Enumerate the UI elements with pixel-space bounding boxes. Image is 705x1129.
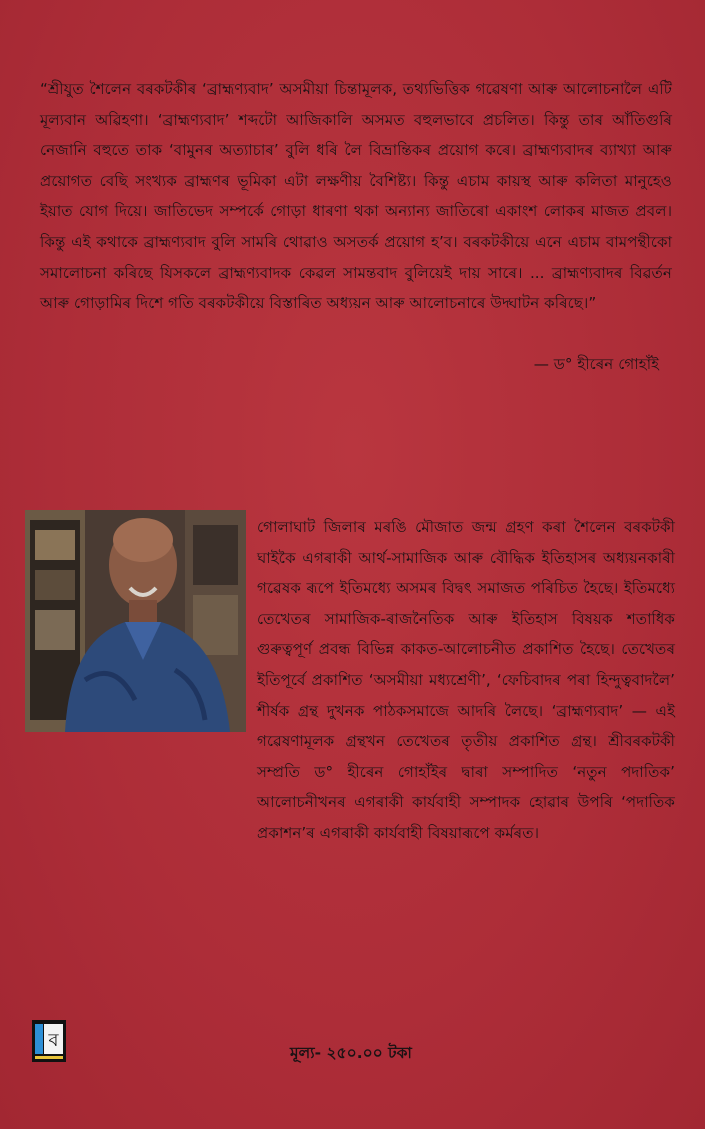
svg-text:ব: ব	[48, 1030, 59, 1051]
price-label: মূল্য- ২৫০.০০ টকা	[290, 1044, 412, 1062]
quote-attribution: — ড° হীৰেন গোহাঁই	[533, 355, 659, 373]
publisher-logo-icon	[32, 1020, 66, 1062]
quote-text: “শ্ৰীযুত শৈলেন বৰকটকীৰ ‘ব্ৰাহ্মণ্যবাদ’ অসমীয়া চিন্তামূলক, তথ্যভিত্তিক গৱেষণা আৰু আলোচনালৈ এটি মূল্যবান অৱিহণা। ‘ব্ৰাহ্মণ্যবাদ’ শব্দটো আজিকালি অসমত বহুলভাবে প্ৰচলিত। কিন্তু তাৰ আঁতিগুৰি নেজানি বহুতে তাক ‘বামুনৰ অত্যাচাৰ’ বুলি ধৰি লৈ বিভ্ৰান্তিকৰ প্ৰয়োগ কৰে। ব্ৰাহ্মণ্যবাদৰ ব্যাখ্যা আৰু প্ৰয়োগত বেছি সংখ্যক ব্ৰাহ্মণৰ ভূমিকা এটা লক্ষণীয় বৈশিষ্ট্য। কিন্তু এচাম কায়স্থ আৰু কলিতা মানুহেও ইয়াত যোগ দিয়ে। জাতিভেদ সম্পৰ্কে গোড়া ধাৰণা থকা অন্যান্য জাতিৰো একাংশ লোকৰ মাজত প্ৰবল। কিন্তু এই কথাকে ব্ৰাহ্মণ্যবাদ বুলি সামৰি থোৱাও অসতৰ্ক প্ৰয়োগ হ’ব। বৰকটকীয়ে এনে এচাম বামপন্থীকো সমালোচনা কৰিছে যিসকলে ব্ৰাহ্মণ্যবাদক কেৱল সামন্তবাদ বুলিয়েই দায় সাৰে। ... ব্ৰাহ্মণ্যবাদৰ বিৱৰ্তন আৰু গোড়ামিৰ দিশে গতি বৰকটকীয়ে বিস্তাৰিত অধ্যয়ন আৰু আলোচনাৰে উদ্ঘাটন কৰিছে।”	[40, 80, 672, 313]
bio-text: গোলাঘাট জিলাৰ মৰঙি মৌজাত জন্ম গ্ৰহণ কৰা শৈলেন বৰকটকী ঘাইকৈ এগৰাকী আৰ্থ-সামাজিক আৰু বৌদ্ধিক ইতিহাসৰ অধ্যয়নকাৰী গৱেষক ৰূপে ইতিমধ্যে অসমৰ বিদ্বৎ সমাজত পৰিচিত হৈছে। ইতিমধ্যে তেখেতৰ সামাজিক-ৰাজনৈতিক আৰু ইতিহাস বিষয়ক শতাধিক গুৰুত্বপূৰ্ণ প্ৰবন্ধ বিভিন্ন কাকত-আলোচনীত প্ৰকাশিত হৈছে। তেখেতৰ ইতিপূৰ্বে প্ৰকাশিত ‘অসমীয়া মধ্যশ্ৰেণী’, ‘ফেচিবাদৰ পৰা হিন্দুত্ববাদলৈ’ শীৰ্ষক গ্ৰন্থ দুখনক পাঠকসমাজে আদৰি লৈছে। ‘ব্ৰাহ্মণ্যবাদ’ — এই গৱেষণামূলক গ্ৰন্থখন তেখেতৰ তৃতীয় প্ৰকাশিত গ্ৰন্থ। শ্ৰীবৰকটকী সম্প্ৰতি ড° হীৰেন গোহাঁইৰ দ্বাৰা সম্পাদিত ‘নতুন পদাতিক’ আলোচনীখনৰ এগৰাকী কাৰ্যবাহী সম্পাদক হোৱাৰ উপৰি ‘পদাতিক প্ৰকাশন’ৰ এগৰাকী কাৰ্যবাহী বিষয়াৰূপে কৰ্মৰত।	[257, 518, 675, 842]
author-bio	[257, 512, 675, 849]
author-photo	[25, 510, 246, 732]
blurb-quote	[40, 74, 672, 319]
